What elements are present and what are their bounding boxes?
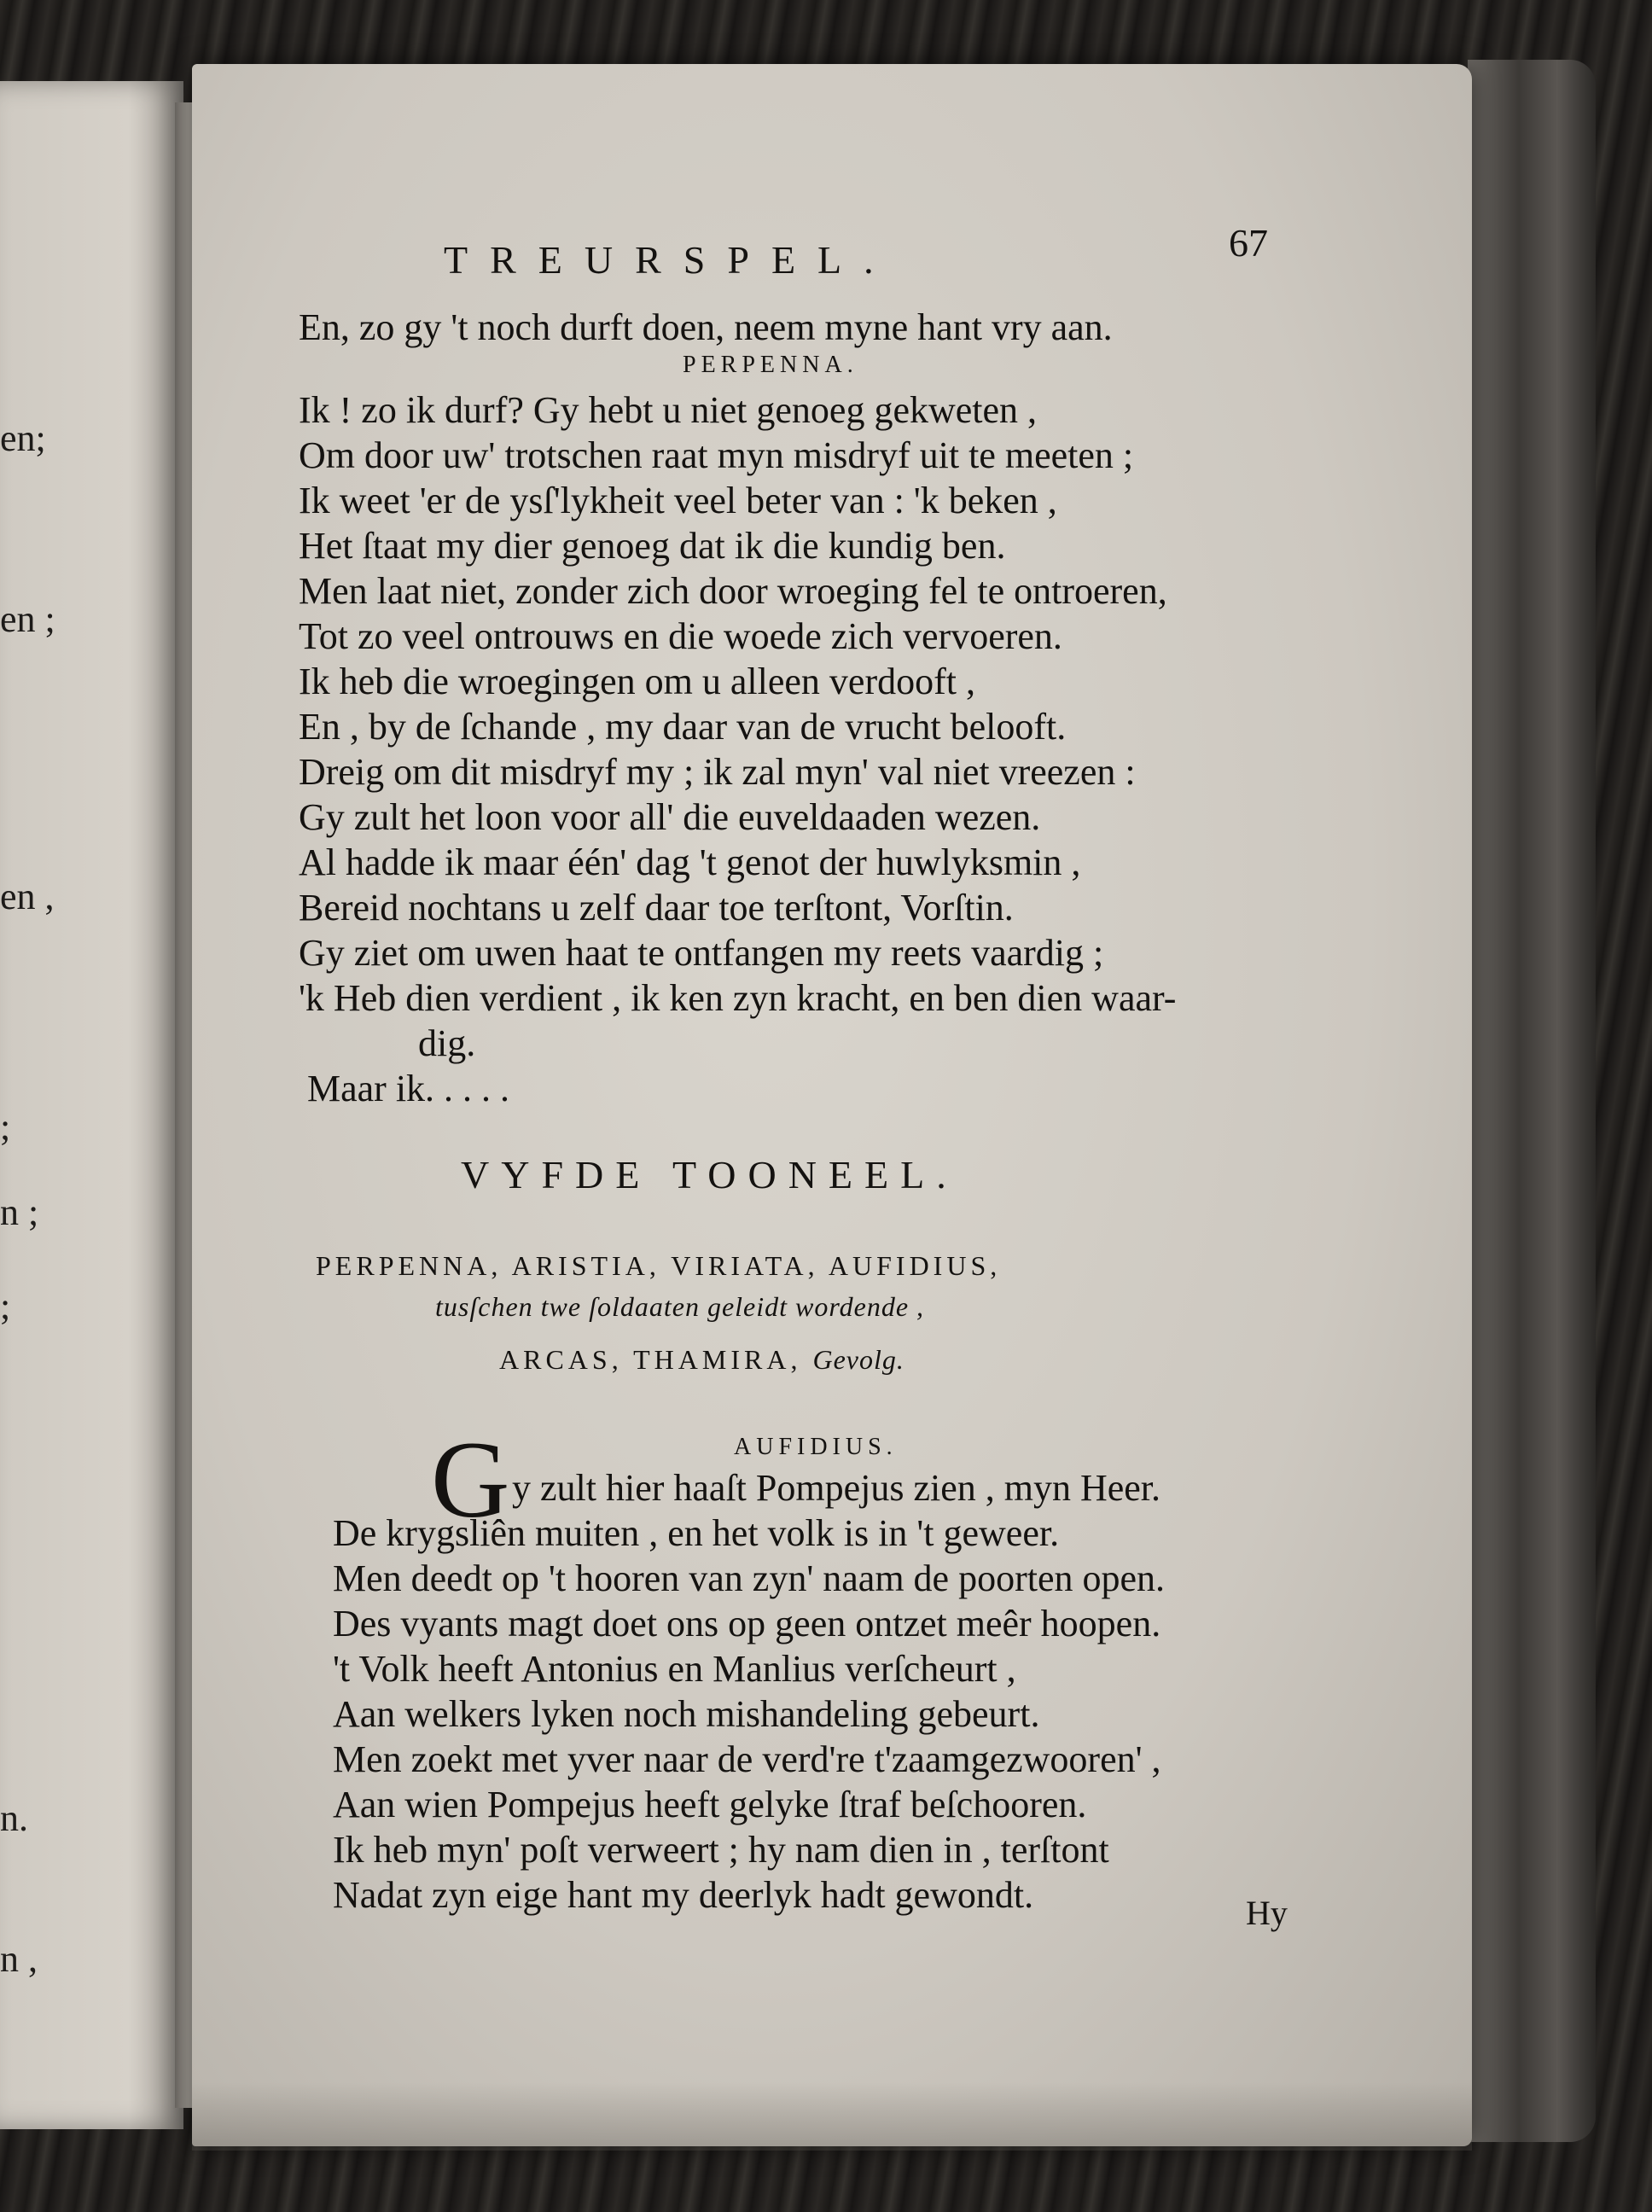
left-page-fragment: n ,	[0, 1938, 38, 1980]
verse-line: Al hadde ik maar één' dag 't genot der huwlyksmin ,	[299, 841, 1081, 883]
left-page-fragment: n ;	[0, 1191, 39, 1233]
verse-line: dig.	[418, 1022, 476, 1064]
running-title: TREURSPEL.	[444, 238, 896, 282]
cast-names: ARCAS, THAMIRA,	[499, 1344, 802, 1375]
left-page-fragment: ;	[0, 1106, 11, 1148]
verse-line: Aan wien Pompejus heeft gelyke ſtraf beſchooren.	[333, 1784, 1087, 1825]
left-page	[0, 81, 183, 2129]
verse-line: Men zoekt met yver naar de verd're t'zaamgezwooren' ,	[333, 1738, 1161, 1780]
verse-line: En , by de ſchande , my daar van de vrucht belooft.	[299, 706, 1067, 748]
speaker-name: PERPENNA.	[683, 352, 858, 378]
drop-cap: G	[431, 1419, 510, 1540]
verse-line: Des vyants magt doet ons op geen ontzet meêr hoopen.	[333, 1603, 1161, 1644]
left-page-fragment: en;	[0, 417, 46, 459]
cast-list	[499, 1344, 905, 1376]
page-number: 67	[1229, 221, 1268, 265]
verse-line: Maar ik. . . . .	[307, 1068, 510, 1109]
stage-direction: tusſchen twe ſoldaaten geleidt wordende ,	[435, 1291, 925, 1322]
verse-line: De krygsliên muiten , en het volk is in 't geweer.	[333, 1512, 1060, 1554]
verse-line: 'k Heb dien verdient , ik ken zyn kracht, en ben dien waar-	[299, 977, 1177, 1019]
verse-line: Men laat niet, zonder zich door wroeging fel te ontroeren,	[299, 570, 1167, 612]
left-page-fragment: en ,	[0, 876, 55, 917]
verse-line: Gy zult het loon voor all' die euveldaaden wezen.	[299, 796, 1041, 838]
verse-line: y zult hier haaſt Pompejus zien , myn Heer.	[512, 1467, 1161, 1509]
verse-line: Aan welkers lyken noch mishandeling gebeurt.	[333, 1693, 1040, 1735]
left-page-fragment: ;	[0, 1285, 11, 1327]
verse-line: Ik heb myn' poſt verweert ; hy nam dien in , terſtont	[333, 1829, 1109, 1871]
verse-line: Het ſtaat my dier genoeg dat ik die kundig ben.	[299, 525, 1006, 567]
verse-line: En, zo gy 't noch durft doen, neem myne hant vry aan.	[299, 306, 1113, 348]
left-page-fragment: n.	[0, 1797, 28, 1839]
book-edge	[1468, 60, 1596, 2142]
verse-line: Gy ziet om uwen haat te ontfangen my reets vaardig ;	[299, 932, 1104, 974]
speaker-name: AUFIDIUS.	[734, 1434, 898, 1460]
verse-line: Ik ! zo ik durf? Gy hebt u niet genoeg gekweten ,	[299, 389, 1038, 431]
catchword: Hy	[1246, 1894, 1288, 1932]
verse-line: Ik heb die wroegingen om u alleen verdooft ,	[299, 661, 975, 702]
scene-heading: VYFDE TOONEEL.	[461, 1153, 958, 1196]
verse-line: Tot zo veel ontrouws en die woede zich vervoeren.	[299, 615, 1062, 657]
verse-line: Nadat zyn eige hant my deerlyk hadt gewondt.	[333, 1874, 1034, 1916]
left-page-fragment: en ;	[0, 598, 55, 640]
verse-line: Bereid nochtans u zelf daar toe terſtont, Vorſtin.	[299, 887, 1014, 928]
verse-line: Dreig om dit misdryf my ; ik zal myn' val niet vreezen :	[299, 751, 1136, 793]
verse-line: Ik weet 'er de ysſ'lykheit veel beter van : 'k beken ,	[299, 480, 1057, 521]
verse-line: Men deedt op 't hooren van zyn' naam de poorten open.	[333, 1557, 1166, 1599]
cast-list: PERPENNA, ARISTIA, VIRIATA, AUFIDIUS,	[316, 1250, 1002, 1281]
page-shadow	[192, 2082, 1472, 2151]
verse-line: Om door uw' trotschen raat myn misdryf uit te meeten ;	[299, 434, 1134, 476]
stage-direction: Gevolg.	[812, 1344, 905, 1375]
verse-line: 't Volk heeft Antonius en Manlius verſcheurt ,	[333, 1648, 1016, 1690]
